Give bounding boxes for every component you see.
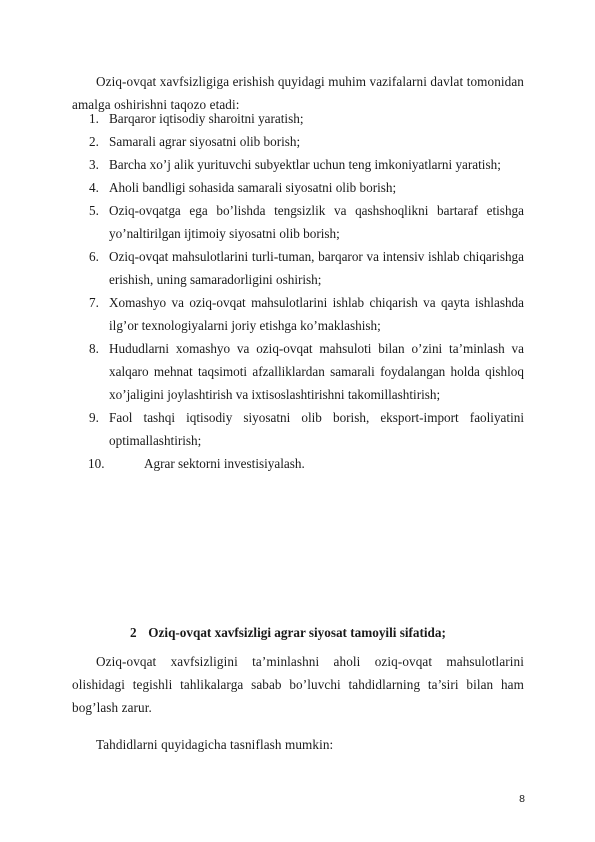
task-list <box>72 107 524 475</box>
list-item <box>72 130 524 153</box>
list-text: Barqaror iqtisodiy sharoitni yaratish; <box>109 111 304 126</box>
section-title: Oziq-ovqat xavfsizligi agrar siyosat tamoyili sifatida; <box>148 625 446 640</box>
list-number: 8. <box>89 341 99 356</box>
list-text: Xomashyo va oziq-ovqat mahsulotlarini ishlab chiqarish va qayta ishlashda ilg’or texnologiyalarni joriy etishga ko’maklashish; <box>109 295 524 333</box>
body-paragraph: Oziq-ovqat xavfsizligini ta’minlashni aholi oziq-ovqat mahsulotlarini olishidagi tegishli tahlikalarga sabab bo’luvchi tahdidlarning ta’siri bilan ham bog’lash zarur. <box>72 654 524 715</box>
body-paragraph: Tahdidlarni quyidagicha tasniflash mumkin: <box>96 737 334 752</box>
list-item <box>72 337 524 406</box>
list-number: 6. <box>89 249 99 264</box>
list-number: 9. <box>89 410 99 425</box>
list-text: Oziq-ovqatga ega bo’lishda tengsizlik va qashshoqlikni bartaraf etishga yo’naltirilgan ijtimoiy siyosatni olib borish; <box>109 203 524 241</box>
list-item <box>72 291 524 337</box>
list-text: Oziq-ovqat mahsulotlarini turli-tuman, barqaror va intensiv ishlab chiqarishga erishish, uning samaradorligini oshirish; <box>109 249 524 287</box>
section-number: 2 <box>130 625 137 640</box>
page-number: 8 <box>519 793 525 805</box>
list-number: 2. <box>89 134 99 149</box>
list-number: 5. <box>89 203 99 218</box>
list-text: Aholi bandligi sohasida samarali siyosatni olib borish; <box>109 180 397 195</box>
list-item <box>72 107 524 130</box>
list-item <box>72 245 524 291</box>
section-heading <box>130 621 530 644</box>
list-item <box>72 153 524 176</box>
list-text: Faol tashqi iqtisodiy siyosatni olib borish, eksport-import faoliyatini optimallashtirish; <box>109 410 524 448</box>
list-text: Barcha xo’j alik yurituvchi subyektlar uchun teng imkoniyatlarni yaratish; <box>109 157 501 172</box>
list-item <box>72 199 524 245</box>
list-number: 10. <box>88 456 105 471</box>
list-number: 1. <box>89 111 99 126</box>
list-text: Hududlarni xomashyo va oziq-ovqat mahsuloti bilan o’zini ta’minlash va xalqaro mehnat taqsimoti afzalliklardan samarali foydalangan holda qishloq xo’jaligini joylashtirish va ixtisoslashtirishni takomillashtirish; <box>109 341 524 402</box>
list-text: Samarali agrar siyosatni olib borish; <box>109 134 301 149</box>
list-number: 7. <box>89 295 99 310</box>
list-item <box>72 452 524 475</box>
list-item <box>72 176 524 199</box>
list-item <box>72 406 524 452</box>
list-number: 3. <box>89 157 99 172</box>
list-text: Agrar sektorni investisiyalash. <box>144 456 305 471</box>
intro-paragraph: Oziq-ovqat xavfsizligiga erishish quyidagi muhim vazifalarni davlat tomonidan amalga oshirishni taqozo etadi: <box>72 74 524 112</box>
list-number: 4. <box>89 180 99 195</box>
